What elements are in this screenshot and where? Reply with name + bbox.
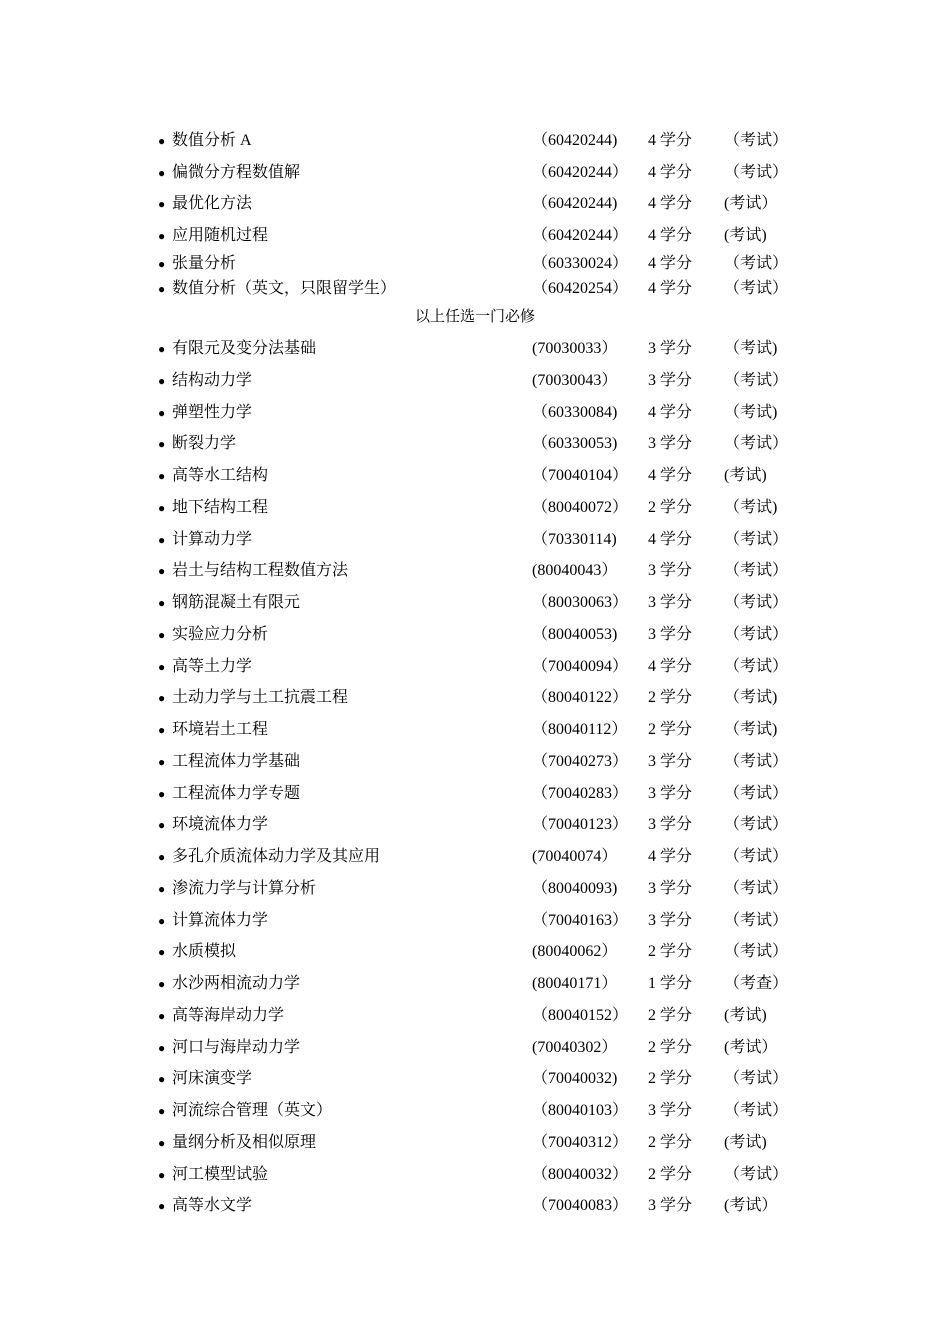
course-row	[158, 1194, 798, 1218]
course-exam-type: (考试）	[724, 1039, 778, 1056]
course-row	[158, 1036, 798, 1060]
course-code: （60420244）	[532, 164, 629, 181]
course-name: 高等水文学	[172, 1197, 253, 1214]
course-exam-type: （考试）	[724, 1070, 789, 1087]
course-exam-type: （考试）	[724, 658, 789, 675]
course-exam-type: （考试)	[724, 721, 778, 738]
course-name: 张量分析	[172, 255, 237, 272]
bullet-icon: ●	[158, 469, 166, 483]
course-name: 量纲分析及相似原理	[172, 1134, 317, 1151]
course-exam-type: （考试）	[724, 816, 789, 833]
course-name: 河流综合管理（英文）	[172, 1102, 333, 1119]
course-code: (70030043）	[532, 372, 618, 389]
course-code: （60330024）	[532, 255, 629, 272]
course-row	[158, 129, 798, 153]
course-code: （60330053)	[532, 435, 618, 452]
bullet-icon: ●	[158, 914, 166, 928]
course-credit: 4 学分	[648, 467, 693, 484]
course-exam-type: (考试）	[724, 1197, 778, 1214]
bullet-icon: ●	[158, 197, 166, 211]
course-credit: 2 学分	[648, 499, 693, 516]
course-name: 环境流体力学	[172, 816, 269, 833]
course-exam-type: （考查）	[724, 975, 789, 992]
course-row	[158, 528, 798, 552]
bullet-icon: ●	[158, 723, 166, 737]
course-exam-type: (考试)	[724, 467, 767, 484]
course-row	[158, 192, 798, 216]
bullet-icon: ●	[158, 1199, 166, 1213]
course-credit: 3 学分	[648, 1197, 693, 1214]
course-row	[158, 277, 798, 301]
course-name: 河工模型试验	[172, 1166, 269, 1183]
course-name: 计算动力学	[172, 531, 253, 548]
course-credit: 4 学分	[648, 404, 693, 421]
course-row	[158, 559, 798, 583]
course-code: （80040032）	[532, 1166, 629, 1183]
course-code: （70330114)	[532, 531, 617, 548]
course-row	[158, 432, 798, 456]
bullet-icon: ●	[158, 1136, 166, 1150]
course-code: （70040083）	[532, 1197, 629, 1214]
course-exam-type: (考试)	[724, 1007, 767, 1024]
course-credit: 3 学分	[648, 785, 693, 802]
course-name: 工程流体力学专题	[172, 785, 301, 802]
course-exam-type: （考试）	[724, 132, 789, 149]
course-code: (80040171）	[532, 975, 618, 992]
course-name: 高等土力学	[172, 658, 253, 675]
bullet-icon: ●	[158, 342, 166, 356]
course-exam-type: (考试)	[724, 1134, 767, 1151]
bullet-icon: ●	[158, 229, 166, 243]
course-name: 计算流体力学	[172, 912, 269, 929]
course-code: （80040053)	[532, 626, 618, 643]
course-credit: 2 学分	[648, 1039, 693, 1056]
course-exam-type: （考试）	[724, 848, 789, 865]
course-code: （60420254）	[532, 280, 629, 297]
course-credit: 1 学分	[648, 975, 693, 992]
course-code: (70040074）	[532, 848, 618, 865]
course-code: (80040043）	[532, 562, 618, 579]
course-exam-type: （考试）	[724, 753, 789, 770]
course-name: 多孔介质流体动力学及其应用	[172, 848, 381, 865]
bullet-icon: ●	[158, 257, 166, 271]
bullet-icon: ●	[158, 1168, 166, 1182]
course-credit: 3 学分	[648, 880, 693, 897]
bullet-icon: ●	[158, 1009, 166, 1023]
course-row	[158, 655, 798, 679]
course-exam-type: （考试）	[724, 164, 789, 181]
course-row	[158, 1163, 798, 1187]
course-credit: 3 学分	[648, 626, 693, 643]
course-code: （80040112）	[532, 721, 628, 738]
course-exam-type: （考试）	[724, 943, 789, 960]
course-row	[158, 224, 798, 248]
course-credit: 3 学分	[648, 1102, 693, 1119]
course-row	[158, 1067, 798, 1091]
elective-note: 以上任选一门必修	[414, 309, 535, 325]
course-name: 实验应力分析	[172, 626, 269, 643]
course-credit: 3 学分	[648, 340, 693, 357]
course-name: 最优化方法	[172, 195, 253, 212]
course-row	[158, 940, 798, 964]
course-exam-type: （考试）	[724, 531, 789, 548]
course-row	[158, 1131, 798, 1155]
course-credit: 2 学分	[648, 689, 693, 706]
course-exam-type: （考试）	[724, 372, 789, 389]
course-row	[158, 686, 798, 710]
course-row	[158, 369, 798, 393]
course-name: 河床演变学	[172, 1070, 253, 1087]
course-credit: 4 学分	[648, 227, 693, 244]
bullet-icon: ●	[158, 374, 166, 388]
course-code: (70040302）	[532, 1039, 618, 1056]
course-row	[158, 972, 798, 996]
course-name: 偏微分方程数值解	[172, 164, 301, 181]
course-exam-type: （考试)	[724, 340, 778, 357]
course-row	[158, 782, 798, 806]
course-code: （70040163）	[532, 912, 629, 929]
course-credit: 2 学分	[648, 1134, 693, 1151]
course-row	[158, 877, 798, 901]
course-credit: 4 学分	[648, 132, 693, 149]
bullet-icon: ●	[158, 596, 166, 610]
course-code: （70040104）	[532, 467, 629, 484]
course-code: （60420244)	[532, 132, 618, 149]
course-credit: 4 学分	[648, 531, 693, 548]
course-exam-type: （考试)	[724, 404, 778, 421]
course-code: （70040094）	[532, 658, 629, 675]
course-credit: 2 学分	[648, 721, 693, 738]
course-credit: 4 学分	[648, 848, 693, 865]
course-code: （70040273）	[532, 753, 629, 770]
course-credit: 2 学分	[648, 1007, 693, 1024]
course-exam-type: （考试）	[724, 594, 789, 611]
course-name: 水沙两相流动力学	[172, 975, 301, 992]
course-name: 地下结构工程	[172, 499, 269, 516]
course-credit: 4 学分	[648, 658, 693, 675]
course-row	[158, 591, 798, 615]
course-name: 弹塑性力学	[172, 404, 253, 421]
course-name: 钢筋混凝土有限元	[172, 594, 301, 611]
course-code: （70040312）	[532, 1134, 629, 1151]
course-credit: 2 学分	[648, 1070, 693, 1087]
bullet-icon: ●	[158, 282, 166, 296]
course-name: 岩土与结构工程数值方法	[172, 562, 349, 579]
course-code: （60330084)	[532, 404, 618, 421]
course-credit: 3 学分	[648, 435, 693, 452]
course-code: （70040032)	[532, 1070, 618, 1087]
course-exam-type: （考试）	[724, 435, 789, 452]
course-name: 高等水工结构	[172, 467, 269, 484]
bullet-icon: ●	[158, 533, 166, 547]
course-name: 河口与海岸动力学	[172, 1039, 301, 1056]
course-code: （60420244）	[532, 227, 629, 244]
course-credit: 3 学分	[648, 912, 693, 929]
course-exam-type: （考试）	[724, 1102, 789, 1119]
course-exam-type: (考试)	[724, 227, 767, 244]
bullet-icon: ●	[158, 134, 166, 148]
bullet-icon: ●	[158, 691, 166, 705]
course-credit: 2 学分	[648, 1166, 693, 1183]
course-credit: 3 学分	[648, 753, 693, 770]
course-code: （60420244)	[532, 195, 618, 212]
course-row	[158, 845, 798, 869]
course-row	[158, 401, 798, 425]
bullet-icon: ●	[158, 977, 166, 991]
bullet-icon: ●	[158, 1104, 166, 1118]
course-row	[158, 1004, 798, 1028]
course-exam-type: （考试）	[724, 562, 789, 579]
bullet-icon: ●	[158, 882, 166, 896]
course-code: （80030063）	[532, 594, 629, 611]
course-credit: 4 学分	[648, 255, 693, 272]
course-name: 数值分析（英文，只限留学生）	[172, 280, 397, 297]
course-exam-type: （考试）	[724, 1166, 789, 1183]
course-exam-type: (考试）	[724, 195, 778, 212]
course-row	[158, 496, 798, 520]
course-code: （80040152）	[532, 1007, 629, 1024]
bullet-icon: ●	[158, 660, 166, 674]
bullet-icon: ●	[158, 850, 166, 864]
bullet-icon: ●	[158, 818, 166, 832]
course-credit: 4 学分	[648, 280, 693, 297]
course-row	[158, 623, 798, 647]
course-credit: 3 学分	[648, 372, 693, 389]
course-row	[158, 750, 798, 774]
course-code: （80040072）	[532, 499, 629, 516]
course-code: (70030033）	[532, 340, 618, 357]
course-row	[158, 1099, 798, 1123]
course-name: 高等海岸动力学	[172, 1007, 285, 1024]
bullet-icon: ●	[158, 1041, 166, 1055]
bullet-icon: ●	[158, 787, 166, 801]
bullet-icon: ●	[158, 406, 166, 420]
course-row	[158, 464, 798, 488]
course-exam-type: （考试）	[724, 626, 789, 643]
bullet-icon: ●	[158, 564, 166, 578]
course-row	[158, 337, 798, 361]
course-row	[158, 252, 798, 276]
course-credit: 3 学分	[648, 594, 693, 611]
course-name: 工程流体力学基础	[172, 753, 301, 770]
course-code: （70040283）	[532, 785, 629, 802]
course-row	[158, 718, 798, 742]
course-code: (80040062）	[532, 943, 618, 960]
course-exam-type: （考试）	[724, 255, 789, 272]
course-code: （80040093)	[532, 880, 618, 897]
course-credit: 4 学分	[648, 164, 693, 181]
course-code: （80040103）	[532, 1102, 629, 1119]
course-code: （80040122）	[532, 689, 629, 706]
course-name: 断裂力学	[172, 435, 237, 452]
course-row	[158, 161, 798, 185]
course-credit: 2 学分	[648, 943, 693, 960]
course-exam-type: （考试）	[724, 280, 789, 297]
course-code: （70040123）	[532, 816, 629, 833]
course-credit: 3 学分	[648, 816, 693, 833]
course-exam-type: （考试)	[724, 499, 778, 516]
bullet-icon: ●	[158, 628, 166, 642]
course-name: 结构动力学	[172, 372, 253, 389]
bullet-icon: ●	[158, 1072, 166, 1086]
bullet-icon: ●	[158, 166, 166, 180]
course-name: 数值分析 A	[172, 132, 252, 149]
bullet-icon: ●	[158, 945, 166, 959]
course-row	[158, 909, 798, 933]
course-row	[158, 813, 798, 837]
course-credit: 3 学分	[648, 562, 693, 579]
course-name: 环境岩土工程	[172, 721, 269, 738]
bullet-icon: ●	[158, 437, 166, 451]
course-name: 应用随机过程	[172, 227, 269, 244]
course-name: 水质模拟	[172, 943, 237, 960]
course-credit: 4 学分	[648, 195, 693, 212]
course-exam-type: （考试）	[724, 912, 789, 929]
course-exam-type: （考试）	[724, 785, 789, 802]
course-exam-type: （考试)	[724, 689, 778, 706]
course-exam-type: （考试）	[724, 880, 789, 897]
bullet-icon: ●	[158, 755, 166, 769]
course-name: 土动力学与土工抗震工程	[172, 689, 349, 706]
bullet-icon: ●	[158, 501, 166, 515]
course-name: 渗流力学与计算分析	[172, 880, 317, 897]
course-name: 有限元及变分法基础	[172, 340, 317, 357]
